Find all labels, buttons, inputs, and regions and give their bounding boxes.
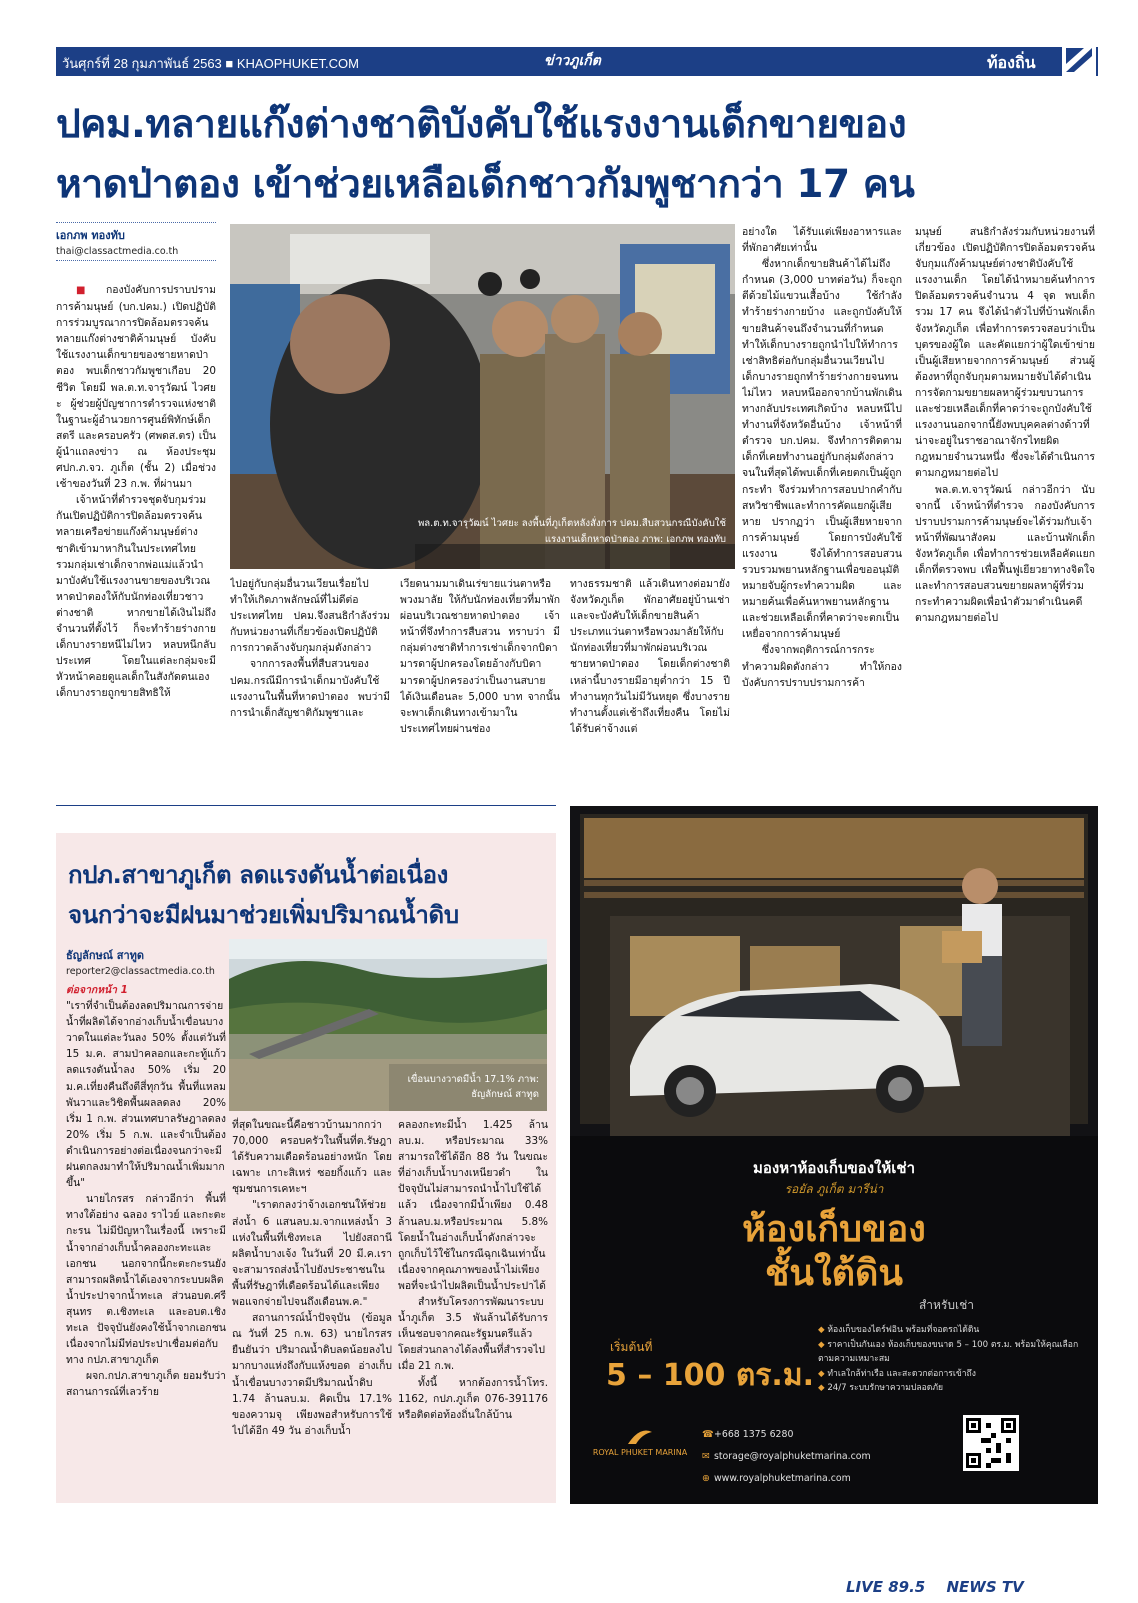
- paragraph: อย่างใด ได้รับแต่เพียงอาหารและที่พักอาศัยเท่านั้น: [742, 226, 902, 255]
- phone-icon: ☎: [702, 1429, 714, 1440]
- paragraph: คลองกะทะมีน้ำ 1.425 ล้านลบ.ม. หรือประมาณ 33% สามารถใช้ได้อีก 88 วัน ในขณะที่อ่างเก็บน้ำบางเหนียวดำ ในปัจจุบันไม่สามารถนำน้ำไปใช้ได้แล้ว เนื่องจากมีน้ำเพียง 0.48 ล้านลบ.ม.หรือประมาณ 5.8% โดยน้ำในอ่างเก็บน้ำดังกล่าวจะถูกเก็บไว้ใช้ในกรณีฉุกเฉินเท่านั้น เนื่องจากคุณภาพของน้ำไม่เพียงพอที่จะนำไปผลิตเป็นน้ำประปาได้: [398, 1119, 548, 1292]
- story2-column-2: [232, 1117, 392, 1495]
- paragraph: ซึ่งจากพฤติการณ์การกระทำความผิดดังกล่าว ทำให้กองบังคับการปราบปรามการค้า: [742, 644, 902, 689]
- paragraph: สถานการณ์น้ำปัจจุบัน (ข้อมูล ณ วันที่ 25 ก.พ. 63) นายไกรสรยืนยันว่า ปริมาณน้ำดิบลดน้อยลงไปมากบางแห่งถึงกับแห้งขอด อ่างเก็บน้ำเขื่อนบางวาดมีปริมาณน้ำดิบ 1.74 ล้านลบ.ม. คิดเป็น 17.1% ของความจุ เพียงพอสำหรับการใช้ไปได้อีก 49 วัน อ่างเก็บน้ำ: [232, 1312, 392, 1437]
- continued-label: ต่อจากหน้า 1: [66, 984, 128, 996]
- paragraph: ไปอยู่กับกลุ่มอื่นวนเวียนเรื่อยไป ทำให้เกิดภาพลักษณ์ที่ไม่ดีต่อประเทศไทย ปคม.จึงสนธิกำลังร่วมกับหน่วยงานที่เกี่ยวข้องเปิดปฏิบัติการกวาดล้างจับกุมกลุ่มดังกล่าว: [230, 578, 390, 655]
- author-name: ธัญลักษณ์ สาทูด: [66, 949, 145, 962]
- story2-column-1: [66, 982, 226, 1496]
- ad-feature: ◆ ราคาเป็นกันเอง ห้องเก็บของขนาด 5 – 100 ตร.ม. พร้อมให้คุณเลือกตามความเหมาะสม: [818, 1338, 1088, 1367]
- story1-byline: [56, 222, 216, 261]
- paragraph: ผจก.กปภ.สาขาภูเก็ต ยอมรับว่าสถานการณ์ที่เลวร้าย: [66, 1370, 226, 1399]
- paragraph: เวียดนามมาเดินเร่ขายแว่นตาหรือ พวงมาลัย ให้กับนักท่องเที่ยวที่มาพักผ่อนบริเวณชายหาดป่าตอง เจ้าหน้าที่จึงทำการสืบสวน ทราบว่า มีกลุ่มต่างชาติทำการเช่าเด็กจากบิดามารดาผู้ปกครองโดยอ้างกับบิดามารดาผู้ปกครองว่าเป็นงานสบาย ได้เงินเดือนละ 5,000 บาท จากนั้นจะพาเด็กเดินทางเข้ามาในประเทศไทยผ่านช่อง: [400, 578, 560, 735]
- ad-title: [590, 1208, 1078, 1296]
- ad-feature: ◆ ทำเลใกล้ท่าเรือ และสะดวกต่อการเข้าถึง: [818, 1367, 1088, 1382]
- paragraph: ทางธรรมชาติ แล้วเดินทางต่อมายังจังหวัดภูเก็ต พักอาศัยอยู่บ้านเช่า และจะบังคับให้เด็กขายสินค้าประเภทแว่นตาหรือพวงมาลัยให้กับนักท่องเที่ยวที่มาพักผ่อนบริเวณชายหาดป่าตอง โดยเด็กต่างชาติเหล่านี้บางรายมีอายุต่ำกว่า 15 ปี ทำงานทุกวันไม่มีวันหยุด ซึ่งบางรายทำงานตั้งแต่เช้าถึงเที่ยงคืน โดยไม่ได้รับค่าจ้างแต่: [570, 578, 730, 735]
- paragraph: ทั้งนี้ หากต้องการน้ำโทร. 1162, กปภ.ภูเก็ต 076-391176 หรือติดต่อท้องถิ่นใกล้บ้าน: [398, 1376, 548, 1421]
- paragraph: มนุษย์ สนธิกำลังร่วมกับหน่วยงานที่เกี่ยวข้อง เปิดปฏิบัติการปิดล้อมตรวจค้นจับกุมแก๊งค้ามนุษย์ต่างชาติบังคับใช้แรงงานเด็ก โดยได้นำหมายค้นทำการปิดล้อมตรวจค้นจำนวน 4 จุด พบเด็กรวม 17 คน จึงได้นำตัวไปที่บ้านพักเด็กจังหวัดภูเก็ต เพื่อทำการตรวจสอบว่าเป็นบุตรของผู้ใด และคัดแยกว่าผู้ใดเข้าข่ายเป็นผู้เสียหายจากการค้ามนุษย์ ส่วนผู้ต้องหาที่ถูกจับกุมตามหมายจับได้ดำเนินการจัดกามขยายผลหาผู้ร่วมขบวนการและช่วยเหลือเด็กที่คาดว่าจะถูกบังคับใช้แรงงานนอกจากนี้ยังพบบุคคลต่างด้าวที่น่าจะอยู่ในราชอาณาจักรไทยผิดกฎหมายจำนวนหนึ่ง ซึ่งจะได้ดำเนินการตามกฎหมายต่อไป: [915, 226, 1095, 480]
- ad-banner: มองหาห้องเก็บของให้เช่า: [752, 1159, 915, 1177]
- story1-column-2: [230, 576, 390, 786]
- paragraph: ซึ่งหากเด็กขายสินค้าได้ไม่ถึงกำหนด (3,000 บาทต่อวัน) ก็จะถูกตีด้วยไม้แขวนเสื้อบ้าง ใช้กำลังทำร้ายร่างกายบ้าง และถูกบังคับให้ขายสินค้าจนถึงจำนวนที่กำหนด ทำให้เด็กบางรายถูกนำไปให้ทำการเช่าสิทธิต่อกับกลุ่มอื่นวนเวียนไป เด็กบางรายถูกทำร้ายร่างกายจนทนไม่ไหว หลบหนีออกจากบ้านพักเดินทางกลับประเทศเกิดบ้าง หลบหนีไปทำงานที่จังหวัดอื่นบ้าง เจ้าหน้าที่ตำรวจ บก.ปคม. จึงทำการติดตามเด็กที่เคยทำงานอยู่กับกลุ่มดังกล่าว จนในที่สุดได้พบเด็กที่เคยตกเป็นผู้ถูกกระทำ จึงร่วมทำการสอบปากคำกับสหวิชาชีพและทำการคัดแยกผู้เสียหาย ปรากฏว่า เป็นผู้เสียหายจากการค้ามนุษย์ โดยการบังคับใช้แรงงาน จึงได้ทำการสอบสวนรวบรวมพยานหลักฐานเพื่อขออนุมัติหมายจับผู้กระทำความผิด และหมายค้นเพื่อค้นหาพยานหลักฐานและช่วยเหลือเด็กที่คาดว่าจะตกเป็นเหยื่อจากการค้ามนุษย์: [742, 258, 902, 641]
- bullet-icon: ■: [76, 285, 95, 296]
- headline-line-2: หาดป่าตอง เข้าช่วยเหลือเด็กชาวกัมพูชากว่า 17 คน: [56, 162, 915, 207]
- live-radio-logo: LIVE 89.5: [846, 1578, 926, 1596]
- footer-logos: [846, 1578, 1024, 1596]
- ad-start-label: เริ่มต้นที่: [610, 1340, 653, 1354]
- mail-icon: ✉: [702, 1451, 710, 1462]
- ad-feature: ◆ 24/7 ระบบรักษาความปลอดภัย: [818, 1381, 1088, 1396]
- story1-column-5: [742, 224, 902, 786]
- corner-arrow-icon: [1062, 44, 1096, 76]
- qr-code-icon[interactable]: [963, 1415, 1019, 1471]
- author-email: reporter2@classactmedia.co.th: [66, 966, 215, 977]
- main-headline: [56, 95, 1106, 215]
- headline-line-1: ปคม.ทลายแก๊งต่างชาติบังคับใช้แรงงานเด็กขายของ: [56, 102, 907, 147]
- sail-icon: [620, 1424, 660, 1446]
- paragraph: นายไกรสร กล่าวอีกว่า พื้นที่ทางใต้อย่าง ฉลอง ราไวย์ และกะตะ กะรน ไม่มีปัญหาในเรื่องนี้ เพราะมีน้ำจากอ่างเก็บน้ำคลองกะทะและเอกชน นอกจากนี้กะตะกะรนยังสามารถผลิตน้ำได้เองจากระบบผลิตน้ำประปาจากน้ำทะเล ส่วนอบต.ศรีสุนทร ต.เชิงทะเล และอบต.เชิงทะเล ปัจจุบันยังคงใช้น้ำจากเอกชน เนื่องจากไม่มีท่อประปาเชื่อมต่อกับทาง กปภ.สาขาภูเก็ต: [66, 1193, 226, 1367]
- paragraph: ที่สุดในขณะนี้คือชาวบ้านมากกว่า 70,000 ครอบครัวในพื้นที่ต.รัษฎา ได้รับความเดือดร้อนอย่างหนัก โดยเฉพาะ เกาะสิเหร่ ซอยกิ้งแก้ว และชุมชนการเคหะฯ: [232, 1119, 392, 1196]
- paragraph: สำหรับโครงการพัฒนาระบบน้ำภูเก็ต 3.5 พันล้านได้รับการเห็นชอบจากคณะรัฐมนตรีแล้ว โดยส่วนกลางได้ลงพื้นที่สำรวจไปเมื่อ 21 ก.พ.: [398, 1296, 548, 1373]
- ad-for-rent: สำหรับเช่า: [918, 1298, 974, 1312]
- ad-phone[interactable]: +668 1375 6280: [714, 1429, 794, 1440]
- reservoir-photo-caption: เขื่อนบางวาดมีน้ำ 17.1% ภาพ: ธัญลักษณ์ สาทูด: [407, 1074, 539, 1100]
- news-tv-logo: NEWS TV: [946, 1578, 1024, 1596]
- section-divider: [56, 805, 556, 806]
- paragraph: "เราตกลงว่าจ้างเอกชนให้ช่วยส่งน้ำ 6 แสนลบ.ม.จากแหล่งน้ำ 3 แห่งในพื้นที่เชิงทะเล ไปยังสถานีผลิตน้ำบางเจ้ง ในวันที่ 20 มี.ค.เราจะสามารถส่งน้ำไปยังประชาชนในพื้นที่รัษฎาที่เดือดร้อนได้และเพียงพอแจกจ่ายไปจนถึงเดือนพ.ค.": [232, 1199, 392, 1309]
- ad-feature: ◆ ห้องเก็บของไดร์ฟอิน พร้อมที่จอดรถได้ดิน: [818, 1323, 1088, 1338]
- main-photo-caption: พล.ต.ท.จารุวัฒน์ ไวศยะ ลงพื้นที่ภูเก็ตหลังสั่งการ ปคม.สืบสวนกรณีบังคับใช้แรงงานเด็กหาดป่าตอง ภาพ: เอกภพ ทองทับ: [417, 518, 726, 545]
- ad-title-line-1: ห้องเก็บของ: [742, 1209, 926, 1250]
- story2-column-3: [398, 1117, 548, 1495]
- paragraph: "เราที่จำเป็นต้องลดปริมาณการจ่ายน้ำที่ผลิตได้จากอ่างเก็บน้ำเขื่อนบางวาดในแต่ละวันลง 50% ตั้งแต่วันที่ 15 ม.ค. สามป่าคลอกและกะทู้แก้วลดแรงดันน้ำลง 50% เริ่ม 20 ม.ค.เที่ยงคืนถึงตีสี่ทุกวัน พื้นที่แหลมพันวาและวิชิตพื้นผลลดลง 20% เริ่ม 1 ก.พ. ส่วนเทศบาลรัษฎาลดลง 20% เริ่ม 5 ก.พ. และจำเป็นต้องดำเนินการอย่างต่อเนื่องจนกว่าจะมีฝนตกลงมาทำให้ปริมาณน้ำเพิ่มมากขึ้น": [66, 1000, 226, 1190]
- ad-title-line-2: ชั้นใต้ดิน: [765, 1253, 903, 1294]
- storage-advertisement[interactable]: [570, 806, 1098, 1504]
- paragraph: พล.ต.ท.จารุวัฒน์ กล่าวอีกว่า นับจากนี้ เจ้าหน้าที่ตำรวจ กองบังคับการปราบปรามการค้ามนุษย์จะได้ร่วมกับเจ้าหน้าที่พัฒนาสังคม และบ้านพักเด็กจังหวัดภูเก็ต เพื่อทำการช่วยเหลือคัดแยกเด็กที่ตรวจพบ เพื่อฟื้นฟูเยียวยาทางจิตใจ และทำการสอบสวนขยายผลหาผู้ที่ร่วมกระทำความผิดเพื่อนำตัวมาดำเนินคดีตามกฎหมายต่อไป: [915, 483, 1095, 625]
- story2-headline-line-1: กปภ.สาขาภูเก็ต ลดแรงดันน้ำต่อเนื่อง: [68, 861, 449, 889]
- ad-size-range: 5 – 100 ตร.ม.: [606, 1358, 814, 1393]
- paragraph: เจ้าหน้าที่ตำรวจชุดจับกุมร่วมกันเปิดปฏิบัติการปิดล้อมตรวจค้นทลายเครือข่ายแก๊งค้ามนุษย์ต่างชาติเข้ามาหากินในประเทศไทย รวมกลุ่มเช่าเด็กจากพ่อแม่แล้วนำมาบังคับใช้แรงงานขายของบริเวณหาดป่าตองให้กับนักท่องเที่ยวชาวต่างชาติ หากขายได้เงินไม่ถึงจำนวนที่ตั้งไว้ ก็จะทำร้ายร่างกายเด็กบางรายหนีไม่ไหว หลบหนีกลับประเทศ โดยในแต่ละกลุ่มจะมีหัวหน้าคอยดูแลเด็กในสังกัดตนเอง เด็กบางรายถูกขายสิทธิให้: [56, 494, 216, 700]
- story2-byline: [66, 946, 226, 977]
- issue-date: วันศุกร์ที่ 28 กุมภาพันธ์ 2563 ■ KHAOPHUKET.COM: [62, 56, 359, 71]
- ad-features: [818, 1323, 1088, 1396]
- ad-subtitle: รอยัล ภูเก็ต มารีน่า: [784, 1182, 884, 1196]
- story1-column-1: [56, 282, 216, 787]
- paragraph: กองบังคับการปราบปรามการค้ามนุษย์ (บก.ปคม.) เปิดปฏิบัติการร่วมบูรณาการปิดล้อมตรวจค้นทลายแก๊งต่างชาติค้ามนุษย์ บังคับใช้แรงงานเด็กขายของชายหาดป่าตอง พบเด็กชาวกัมพูชาเกือบ 20 ชีวิต โดยมี พล.ต.ท.จารุวัฒน์ ไวศยะ ผู้ช่วยผู้บัญชาการตำรวจแห่งชาติ ในฐานะผู้อำนวยการศูนย์พิทักษ์เด็ก สตรี และครอบครัว (ศพดส.ตร) เป็นผู้นำแถลงข่าว ณ ห้องประชุม ศปก.ภ.จว. ภูเก็ต (ชั้น 2) เมื่อช่วงเช้าของวันที่ 23 ก.พ. ที่ผ่านมา: [56, 284, 216, 491]
- ad-website[interactable]: www.royalphuketmarina.com: [714, 1473, 851, 1484]
- globe-icon: ⊕: [702, 1473, 710, 1484]
- author-email: thai@classactmedia.co.th: [56, 246, 179, 257]
- newspaper-logo: ข่าวภูเก็ต: [544, 54, 601, 69]
- story1-column-3: [400, 576, 560, 786]
- story2-headline-line-2: จนกว่าจะมีฝนมาช่วยเพิ่มปริมาณน้ำดิบ: [68, 901, 459, 929]
- story1-column-6: [915, 224, 1095, 786]
- ad-email[interactable]: storage@royalphuketmarina.com: [714, 1451, 871, 1462]
- paragraph: จากการลงพื้นที่สืบสวนของ ปคม.กรณีมีการนำเด็กมาบังคับใช้แรงงานในพื้นที่หาดป่าตอง พบว่ามีการนำเด็กสัญชาติกัมพูชาและ: [230, 658, 390, 719]
- story2-headline: [68, 855, 548, 935]
- author-name: เอกภพ ทองทับ: [56, 229, 125, 242]
- ad-contact: [702, 1424, 942, 1490]
- section-name: ท้องถิ่น: [987, 53, 1036, 72]
- ad-brand-logo: [590, 1424, 690, 1457]
- story1-column-4: [570, 576, 730, 786]
- page-header-bar: [56, 47, 1098, 76]
- ad-brand-name: ROYAL PHUKET MARINA: [592, 1448, 688, 1457]
